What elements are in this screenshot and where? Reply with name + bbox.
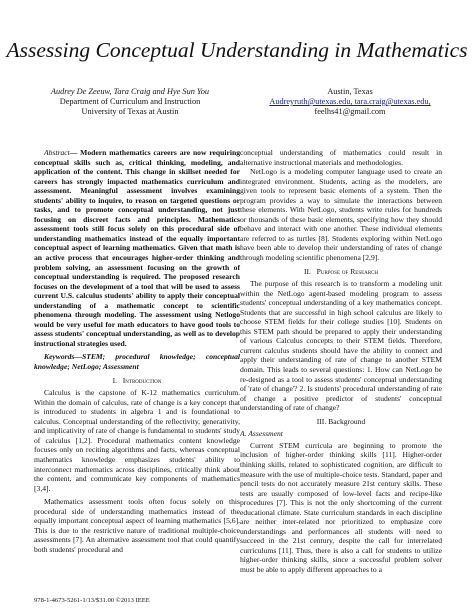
section-title: Introduction <box>122 375 162 385</box>
purpose-paragraph: The purpose of this research is to transform a modeling unit within the NetLogo agent-based modeling program to assess students' conceptual understanding of a key mathematics concept. Students that are successful in high school calculus are likely to choose STEM fields for their college studies [10]. Students on this STEM path should be prepared to apply their understanding of various Calculus concepts to their STEM fields. Therefore, current calculus students should have the ability to connect and apply their understanding of rate of change to another STEM domain. This leads to several questions: 1. How can NetLogo be re-designed as a tool to assess students' conceptual understanding of 'rate of change'? 2. Is students' procedural understanding of rate of change a positive predictor of students' conceptual understanding of rate of change? <box>240 279 442 413</box>
section-heading-introduction <box>34 376 240 386</box>
authors: Audrey De Zeeuw, Tara Craig and Hye Sun You <box>50 87 210 96</box>
paragraph-continuation: conceptual understanding of mathematics could result in alternative instructional materials and methodologies. <box>240 148 442 167</box>
section-number: III. <box>316 416 327 426</box>
section-number: II. <box>303 266 311 276</box>
left-column <box>34 148 240 554</box>
paper-title: Assessing Conceptual Understanding in Mathematics <box>6 38 468 62</box>
keywords: Keywords—STEM; procedural knowledge; conceptual knowledge; NetLogo; Assessment <box>34 352 240 372</box>
section-title: Purpose of Research <box>316 266 379 276</box>
abstract-text: — Modern mathematics careers are now requiring conceptual skills such as, critical thinking, modeling, and application of the content. This change in skillset needed for careers has strongly impacted mathematics curriculum and assessment. Meaningful assessment involves examining students' ability to inquire, to reason on targeted questions or tasks, and to promote conceptual understanding, not just focusing on discreet facts and principles. Mathematics assessment tools still focus solely on this procedural side of understanding mathematics instead of the equally important conceptual aspect of learning mathematics. Given that math is an active process that encourages higher-order thinking and problem solving, an assessment focusing on the growth of conceptual understanding is required. The proposed research focuses on the development of a tool that will be used to assess current U.S. calculus students' ability to apply their conceptual understanding of a mathematic concept to scientific phenomena through modeling. The assessment using Netlogo would be very useful for math educators to have good tools to assess students' conceptual understanding, as well as to develop instructional strategies used. <box>34 148 240 348</box>
author-affiliation-right <box>250 87 450 117</box>
intro-paragraph-2: Mathematics assessment tools often focus solely on this procedural side of understanding mathematics instead of the equally important conceptual aspect of learning mathematics [5,6]. This is due to the restrictive nature of traditional multiple-choice assessments [7]. An alternative assessment tool that could quantify both students' procedural and <box>34 497 240 554</box>
copyright-footer: 978-1-4673-5261-1/13/$31.00 ©2013 IEEE <box>34 597 150 604</box>
email-2: feelhs41@gmail.com <box>314 107 386 116</box>
abstract-label: Abstract <box>44 148 70 157</box>
email-links-1[interactable]: Audreyruth@utexas.edu, tara.craig@utexas.edu, <box>269 97 431 106</box>
department: Department of Curriculum and Instruction <box>59 97 201 106</box>
subsection-heading-assessment: A. Assessment <box>240 429 283 439</box>
intro-paragraph-1: Calculus is the capstone of K-12 mathematics curriculum. Within the domain of calculus, rate of change is a key concept that is introduced to students in algebra 1 and is foundational to calculus. Conceptual understanding of the reflectivity, generativity, and implicativity of rate of change is fundamental to students' study of calculus [1,2]. Procedural mathematics content knowledge focuses only on reciting algorithms and facts, whereas conceptual mathematics knowledge emphasizes students' ability to interconnect mathematics across disciplines, critically think about the content, and communicate key components of mathematics [3,4]. <box>34 388 240 493</box>
right-column <box>240 148 442 575</box>
university: University of Texas at Austin <box>81 107 179 116</box>
section-title: Background <box>328 416 366 426</box>
abstract <box>34 148 240 348</box>
section-heading-purpose <box>240 267 442 277</box>
background-paragraph: Current STEM curricula are beginning to promote the inclusion of higher-order thinking skills [11]. Higher-order thinking skills, related to sophisticated cognition, are difficult to measure with the use of multiple-choice tests. Standard, paper and pencil tests do not accurately measure 21st century skills. These tests are usually composed of low-level facts and recipe-like procedures [7]. This is not the only shortcoming of the current educational climate. State curriculum standards in each discipline are neither inter-related nor prioritized to emphasize core understandings and performances all students will need to succeed in the 21st century, despite the call for interrelated curriculums [11]. Thus, there is also a call for students to utilize higher-order thinking skills, since a successful problem solver must be able to apply different approaches to a <box>240 440 442 574</box>
netlogo-paragraph: NetLogo is a modeling computer language used to create an integrated environment. Students, acting as the modelers, are given tools to represent basic elements of a system. Then the program provides a way to simulate the interactions between these elements. With NetLogo, students write rules for hundreds or thousands of these basic elements, specifying how they should behave and interact with one another. These individual elements are referred to as turtles [8]. Students exploring within NetLogo have been able to develop their understanding of rates of change through modeling scientific phenomena [2,9]. <box>240 167 442 263</box>
author-affiliation-left <box>30 87 230 117</box>
location: Austin, Texas <box>327 87 373 96</box>
section-number: I. <box>112 375 118 385</box>
section-heading-background <box>240 417 442 427</box>
